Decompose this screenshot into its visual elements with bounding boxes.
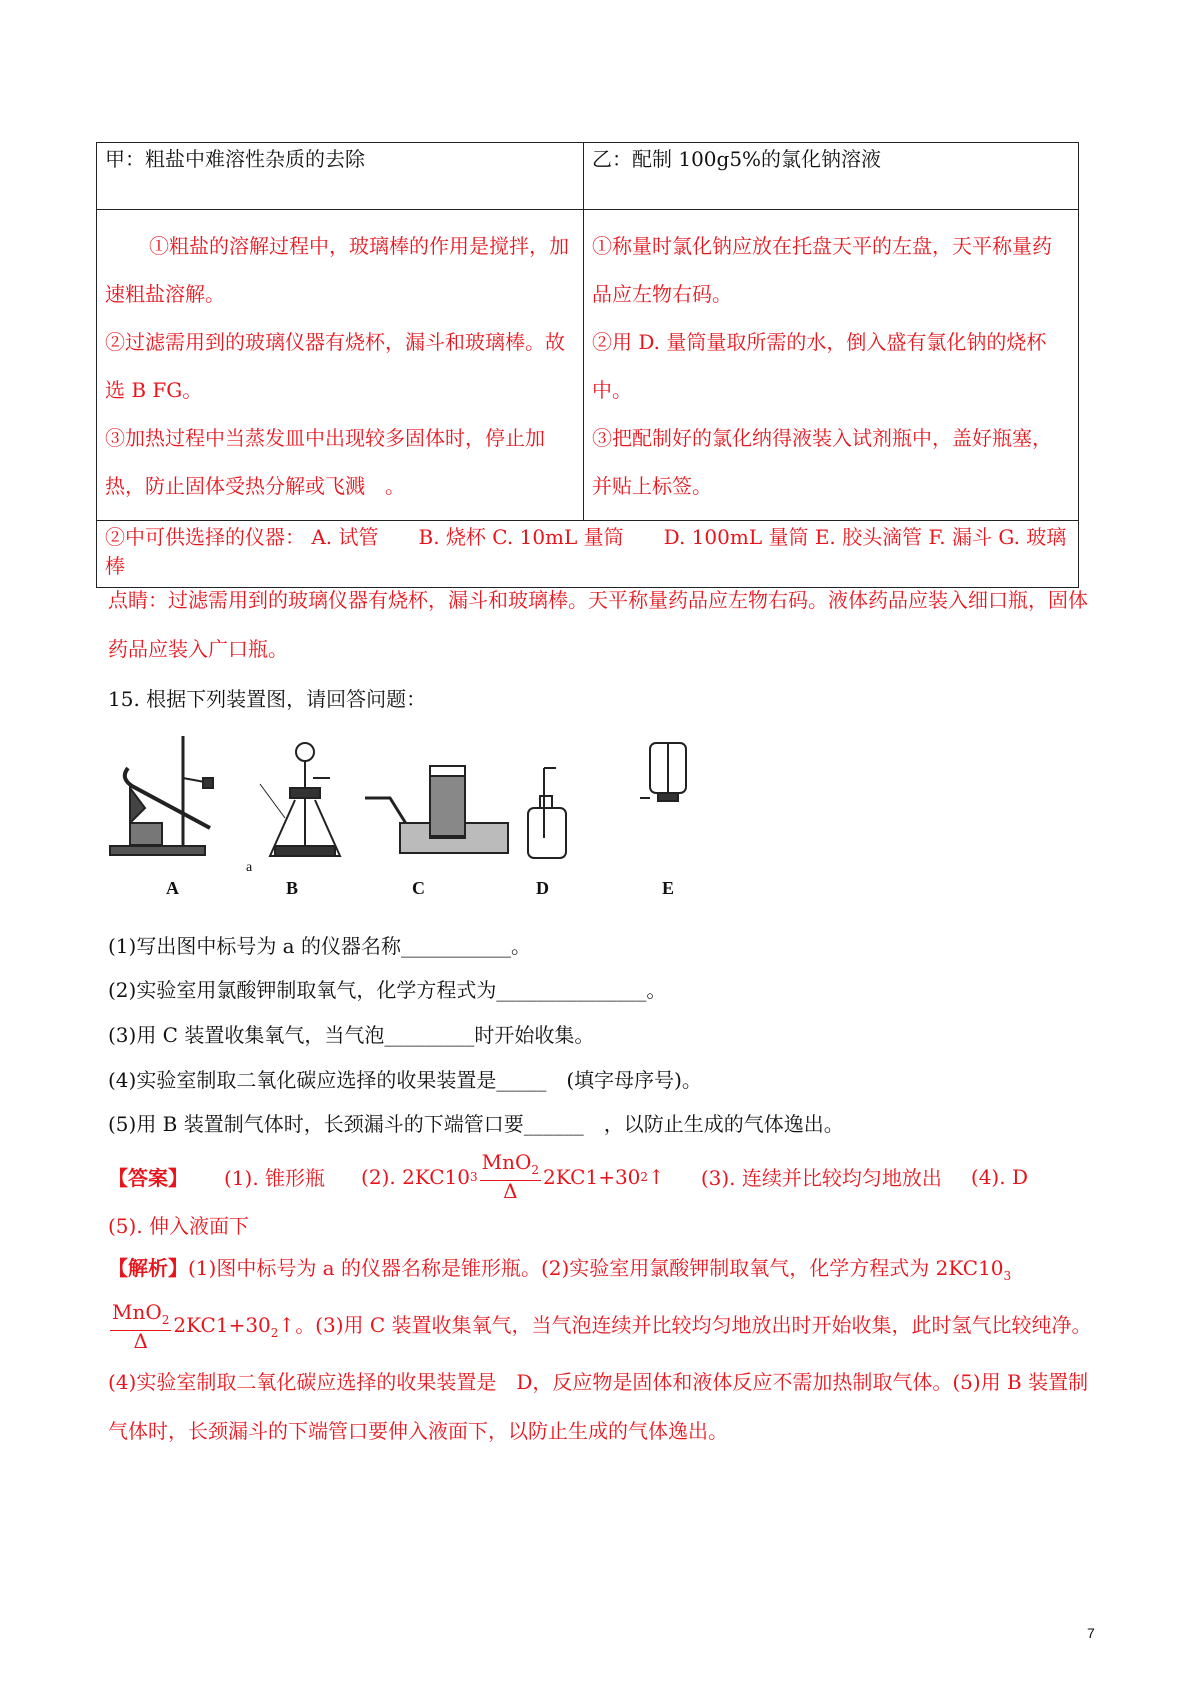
figure-label-B: B	[286, 878, 299, 898]
analysis-delta: Δ	[133, 1329, 148, 1353]
answer-part-2-pre: (2). 2KC10	[361, 1164, 470, 1189]
analysis-sub-3: 3	[1003, 1269, 1012, 1283]
answer-sub-2: 2	[640, 1169, 649, 1184]
answer-label: 【答案】	[108, 1166, 188, 1190]
answer-arrow: ↑	[648, 1164, 665, 1189]
left-item-2: ②过滤需用到的玻璃仪器有烧杯，漏斗和玻璃棒。故选 B FG。	[105, 330, 565, 402]
answer-part-4: (4). D	[970, 1164, 1028, 1189]
answer-part-1: (1). 锥形瓶	[224, 1166, 326, 1190]
apparatus-figure	[100, 728, 720, 910]
answer-part-5: (5). 伸入液面下	[108, 1214, 250, 1238]
note-paragraph: 点睛：过滤需用到的玻璃仪器有烧杯，漏斗和玻璃棒。天平称量药品应左物右码。液体药品应装入细口瓶，固体药品应装入广口瓶。	[108, 588, 1088, 661]
analysis-text-2: 2KC1+30	[173, 1313, 271, 1337]
analysis-arrow: ↑	[278, 1313, 296, 1337]
right-item-1: ①称量时氯化钠应放在托盘天平的左盘，天平称量药品应左物右码。	[592, 234, 1052, 306]
answer-part-3: (3). 连续并比较均匀地放出	[700, 1166, 942, 1190]
right-item-3: ③把配制好的氯化纳得液装入试剂瓶中，盖好瓶塞，并贴上标签。	[592, 426, 1052, 498]
table-header-left: 甲：粗盐中难溶性杂质的去除	[97, 143, 584, 210]
table-header-right: 乙：配制 100g5%的氯化钠溶液	[584, 143, 1079, 210]
right-item-2: ②用 D. 量筒量取所需的水，倒入盛有氯化钠的烧杯中。	[592, 330, 1047, 402]
stand-base	[110, 846, 205, 855]
left-item-3: ③加热过程中当蒸发皿中出现较多固体时，停止加热，防止固体受热分解或飞溅 。	[105, 426, 545, 498]
comparison-table	[96, 142, 1079, 588]
answer-catalyst: MnO	[481, 1150, 532, 1174]
analysis-catalyst-sub: 2	[161, 1313, 170, 1327]
analysis-text-1: (1)图中标号为 a 的仪器名称是锥形瓶。(2)实验室用氯酸钾制取氧气，化学方程式为 2KC10	[188, 1256, 1004, 1280]
question-item-4: (4)实验室制取二氧化碳应选择的收果装置是_____ (填字母序号)。	[108, 1068, 702, 1092]
answer-sub-3: 3	[469, 1169, 478, 1184]
answer-part-2-post: 2KC1+30	[543, 1164, 641, 1189]
analysis-label: 【解析】	[108, 1256, 188, 1280]
label-a: a	[246, 860, 253, 875]
figure-label-E: E	[662, 878, 675, 898]
table-cell-right	[584, 210, 1079, 521]
question-item-2: (2)实验室用氯酸钾制取氧气，化学方程式为_______________。	[108, 978, 667, 1002]
answer-line	[108, 1152, 1028, 1201]
figure-label-C: C	[412, 878, 425, 898]
analysis-catalyst: MnO	[112, 1300, 162, 1324]
left-item-1: ①粗盐的溶解过程中，玻璃棒的作用是搅拌，加速粗盐溶解。	[105, 234, 569, 306]
analysis-catalyst-fraction	[110, 1302, 171, 1351]
answer-delta: Δ	[503, 1179, 518, 1203]
figure-label-A: A	[166, 878, 179, 898]
analysis-paragraph	[108, 1244, 1093, 1456]
question-item-3: (3)用 C 装置收集氧气，当气泡_________时开始收集。	[108, 1023, 595, 1047]
question-item-1: (1)写出图中标号为 a 的仪器名称___________。	[108, 934, 531, 958]
answer-catalyst-fraction	[480, 1152, 541, 1201]
table-footer: ②中可供选择的仪器： A. 试管 B. 烧杯 C. 10mL 量筒 D. 100mL 量筒 E. 胶头滴管 F. 漏斗 G. 玻璃棒	[97, 521, 1079, 588]
answer-catalyst-sub: 2	[531, 1163, 540, 1177]
analysis-text-3: 。(3)用 C 装置收集氧气，当气泡连续并比较均匀地放出时开始收集，此时氢气比较纯净。(4)实验室制取二氧化碳应选择的收果装置是 D，反应物是固体和液体反应不需加热制取气体。(5)用 B 装置制气体时，长颈漏斗的下端管口要伸入液面下，以防止生成的气体逸出。	[108, 1313, 1092, 1443]
table-cell-left	[97, 210, 584, 521]
page-number: 7	[1087, 1625, 1095, 1641]
analysis-sub-2: 2	[270, 1326, 279, 1340]
question-item-5: (5)用 B 装置制气体时，长颈漏斗的下端管口要______ ，以防止生成的气体逸出。	[108, 1112, 844, 1136]
figure-label-D: D	[536, 878, 549, 898]
question-title: 15. 根据下列装置图，请回答问题：	[108, 687, 427, 711]
